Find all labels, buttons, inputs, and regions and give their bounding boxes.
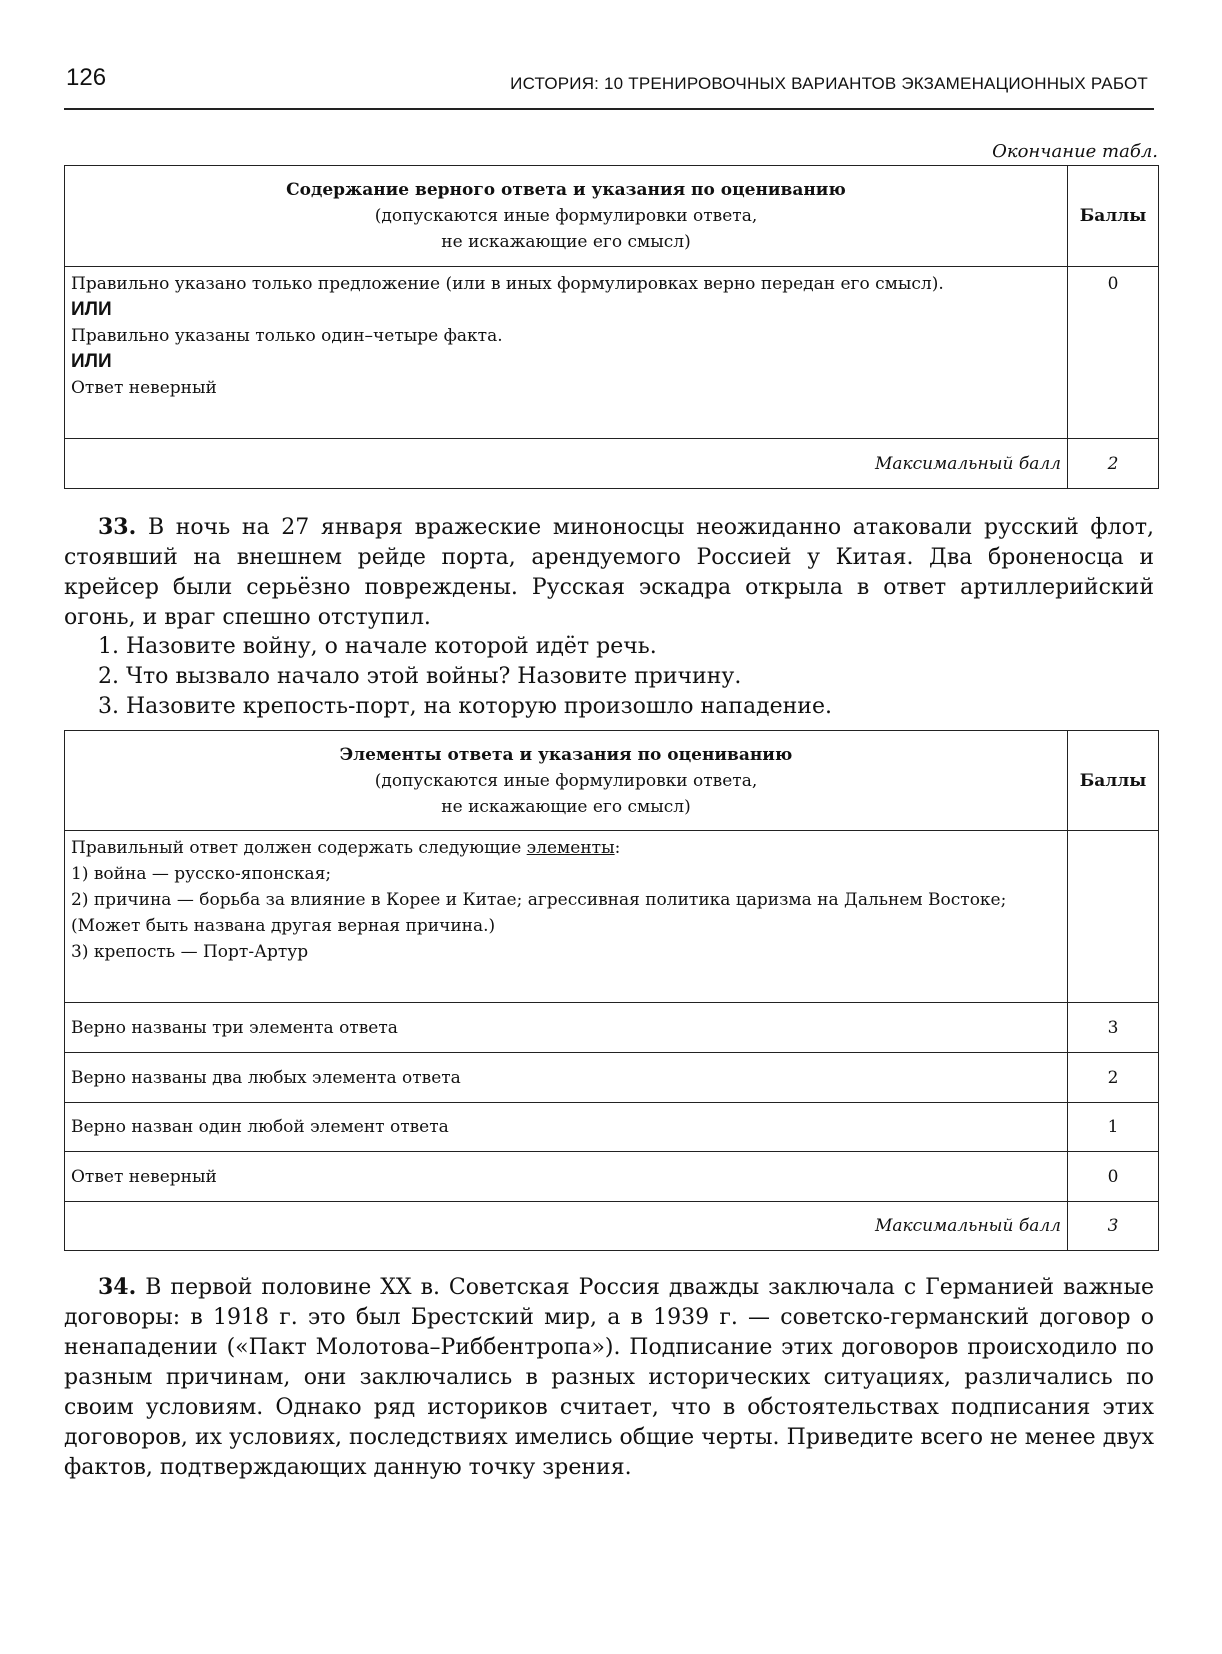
question-number: 34. [98, 1274, 137, 1300]
scoring-table-32 [64, 165, 1159, 489]
answer-elements-row [65, 831, 1159, 1003]
answer-intro-text: Правильный ответ должен содержать следующие [71, 838, 527, 858]
answer-element-2: 2) причина — борьба за влияние в Корее и Китае; агрессивная политика царизма на Дальнем Востоке; [71, 890, 1007, 910]
header-line-2: (допускаются иные формулировки ответа, [374, 770, 758, 791]
max-score-row [65, 439, 1159, 489]
answer-intro-colon: : [614, 838, 621, 858]
max-score-value: 2 [1068, 439, 1159, 489]
question-33-tasks [98, 632, 1148, 722]
header-line-1: Элементы ответа и указания по оцениванию [339, 744, 793, 765]
answer-element-3: 3) крепость — Порт-Артур [71, 942, 309, 962]
max-score-value: 3 [1068, 1202, 1159, 1251]
answer-elements-cell [65, 831, 1068, 1003]
table-row [65, 1103, 1159, 1152]
header-line-2: (допускаются иные формулировки ответа, [374, 206, 758, 226]
table-header-row [65, 166, 1159, 267]
question-33-text [64, 512, 1154, 633]
criteria-cell [65, 267, 1068, 439]
table-continuation-note: Окончание табл. [992, 141, 1158, 162]
header-line-1: Содержание верного ответа и указания по оцениванию [286, 180, 846, 200]
answer-note: (Может быть названа другая верная причина.) [71, 916, 496, 936]
or-label: ИЛИ [71, 299, 112, 320]
max-score-row [65, 1202, 1159, 1251]
list-item: 3. Назовите крепость-порт, на которую произошло нападение. [98, 694, 832, 719]
header-line-3: не искажающие его смысл) [441, 232, 691, 252]
table-row [65, 1003, 1159, 1053]
table-header-criteria [65, 731, 1068, 831]
answer-intro-underlined: элементы [526, 838, 615, 858]
table-header-score: Баллы [1068, 731, 1159, 831]
page-number: 126 [66, 64, 107, 91]
list-item: 2. Что вызвало начало этой войны? Назовите причину. [98, 664, 742, 689]
list-item: 1. Назовите войну, о начале которой идёт речь. [98, 634, 657, 659]
table-row [65, 1053, 1159, 1103]
question-body: В ночь на 27 января вражеские миноносцы неожиданно атаковали русский флот, стоявший на внешнем рейде порта, арендуемого Россией у Китая. Два броненосца и крейсер были серьёзно повреждены. Русская эскадра открыла в ответ артиллерийский огонь, и враг спешно отступил. [64, 515, 1154, 630]
scoring-table-33 [64, 730, 1159, 1251]
header-line-3: не искажающие его смысл) [441, 796, 691, 817]
table-row [65, 267, 1159, 439]
score-cell: 3 [1068, 1003, 1159, 1053]
criteria-text: Ответ неверный [65, 1152, 1068, 1202]
question-body: В первой половине XX в. Советская Россия дважды заключала с Германией важные договоры: в 1918 г. это был Брестский мир, а в 1939 г. — советско-германский договор о ненападении («Пакт Молотова–Риббентропа»). Подписание этих договоров происходило по разным причинам, они заключались в разных исторических ситуациях, различались по своим условиям. Однако ряд историков считает, что в обстоятельствах подписания этих договоров, их условиях, последствиях имелись общие черты. Приведите всего не менее двух фактов, подтверждающих данную точку зрения. [64, 1275, 1154, 1480]
table-header-row [65, 731, 1159, 831]
page-header [64, 58, 1154, 110]
answer-intro [71, 835, 1061, 861]
question-number: 33. [98, 514, 137, 540]
criteria-text: Ответ неверный [71, 378, 217, 398]
question-34-text [64, 1272, 1154, 1483]
score-cell: 0 [1068, 1152, 1159, 1202]
criteria-text: Верно названы два любых элемента ответа [65, 1053, 1068, 1103]
score-cell: 1 [1068, 1103, 1159, 1152]
max-score-label: Максимальный балл [65, 1202, 1068, 1251]
table-header-criteria [65, 166, 1068, 267]
answer-element-1: 1) война — русско-японская; [71, 864, 332, 884]
table-row [65, 1152, 1159, 1202]
score-cell: 0 [1068, 267, 1159, 439]
score-cell-empty [1068, 831, 1159, 1003]
criteria-text: Верно назван один любой элемент ответа [65, 1103, 1068, 1152]
criteria-text: Правильно указаны только один–четыре факта. [71, 326, 503, 346]
running-title: ИСТОРИЯ: 10 ТРЕНИРОВОЧНЫХ ВАРИАНТОВ ЭКЗАМЕНАЦИОННЫХ РАБОТ [510, 74, 1148, 93]
max-score-label: Максимальный балл [65, 439, 1068, 489]
criteria-text: Правильно указано только предложение (или в иных формулировках верно передан его смысл). [71, 274, 944, 294]
score-cell: 2 [1068, 1053, 1159, 1103]
table-header-score: Баллы [1068, 166, 1159, 267]
criteria-text: Верно названы три элемента ответа [65, 1003, 1068, 1053]
or-label: ИЛИ [71, 351, 112, 372]
